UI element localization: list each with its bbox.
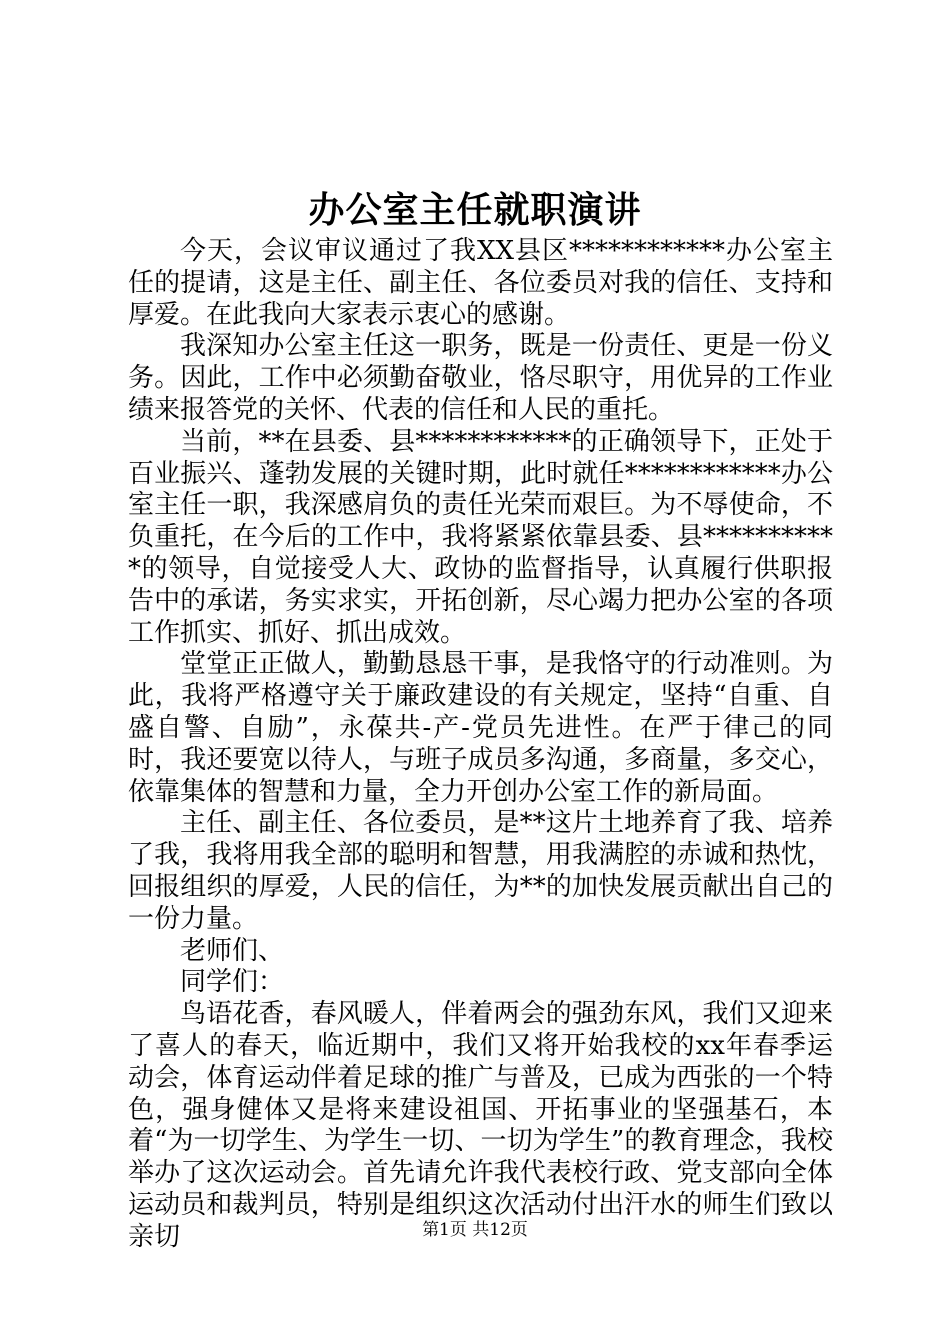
paragraph: 同学们：	[180, 967, 285, 998]
paragraph: 老师们、	[180, 935, 285, 966]
document-body	[128, 236, 833, 1254]
document-title: 办公室主任就职演讲	[308, 189, 642, 231]
page-number-footer: 第1页 共12页	[422, 1220, 528, 1240]
paragraph: 今天，会议审议通过了我XX县区************办公室主任的提请，这是主任、副主任、各位委员对我的信任、支持和厚爱。在此我向大家表示衷心的感谢。	[128, 236, 833, 330]
paragraph: 我深知办公室主任这一职务，既是一份责任、更是一份义务。因此，工作中必须勤奋敬业，恪尽职守，用优异的工作业绩来报答党的关怀、代表的信任和人民的重托。	[128, 331, 833, 425]
paragraph: 鸟语花香，春风暖人，伴着两会的强劲东风，我们又迎来了喜人的春天，临近期中，我们又将开始我校的xx年春季运动会，体育运动伴着足球的推广与普及，已成为西张的一个特色，强身健体又是将来建设祖国、开拓事业的坚强基石，本着“为一切学生、为学生一切、一切为学生”的教育理念，我校举办了这次运动会。首先请允许我代表校行政、党支部向全体运动员和裁判员，特别是组织这次活动付出汗水的师生们致以亲切	[128, 999, 833, 1252]
paragraph: 当前，**在县委、县************的正确领导下，正处于百业振兴、蓬勃发展的关键时期，此时就任************办公室主任一职，我深感肩负的责任光荣而艰巨。为不辱使命，不负重托，在今后的工作中，我将紧紧依靠县委、县***********的领导，自觉接受人大、政协的监督指导，认真履行供职报告中的承诺，务实求实，开拓创新，尽心竭力把办公室的各项工作抓实、抓好、抓出成效。	[128, 426, 833, 648]
paragraph: 主任、副主任、各位委员，是**这片土地养育了我、培养了我，我将用我全部的聪明和智慧，用我满腔的赤诚和热忱，回报组织的厚爱，人民的信任，为**的加快发展贡献出自己的一份力量。	[128, 808, 833, 934]
paragraph: 堂堂正正做人，勤勤恳恳干事，是我恪守的行动准则。为此，我将严格遵守关于廉政建设的有关规定，坚持“自重、自盛自警、自励”，永葆共-产-党员先进性。在严于律己的同时，我还要宽以待人，与班子成员多沟通，多商量，多交心，依靠集体的智慧和力量，全力开创办公室工作的新局面。	[128, 649, 833, 807]
